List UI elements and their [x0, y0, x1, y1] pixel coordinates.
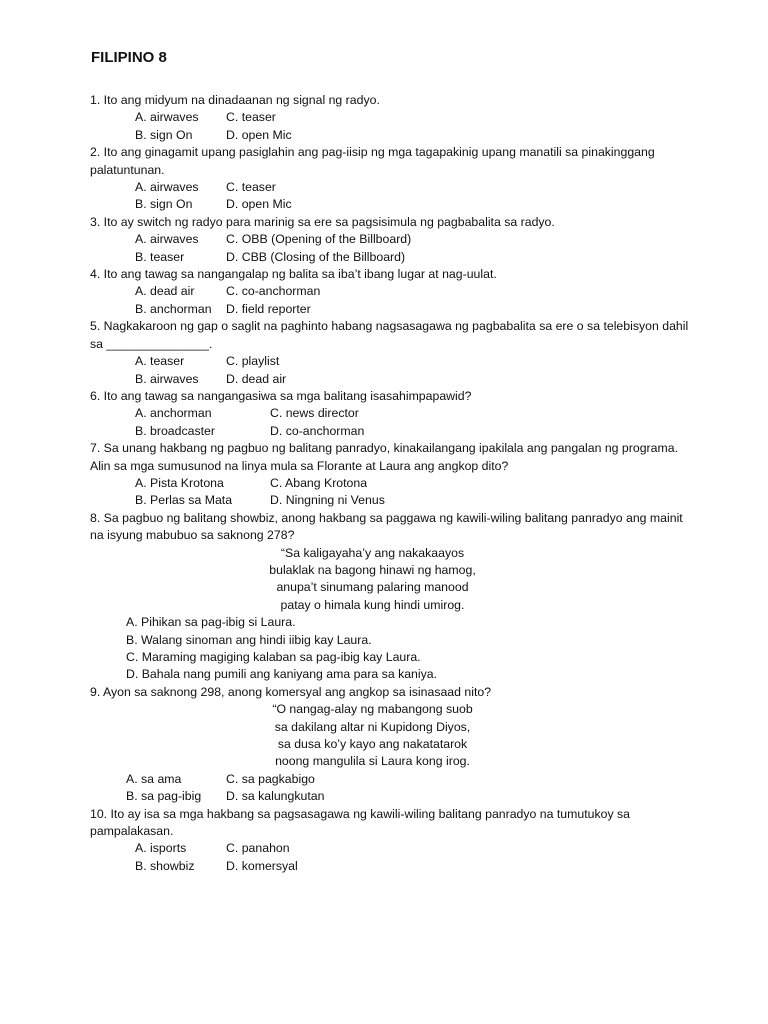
option: A. Pista Krotona [135, 475, 224, 490]
options-row [90, 127, 690, 144]
option: B. sa pag-ibig [126, 789, 202, 804]
options-row [90, 353, 690, 370]
option: A. anchorman [135, 406, 212, 421]
option: B. sign On [135, 197, 193, 212]
page-title: FILIPINO 8 [91, 49, 167, 66]
option: D. komersyal [226, 858, 298, 873]
option: A. airwaves [135, 232, 199, 247]
option: B. sign On [135, 127, 193, 142]
question-4: 4. Ito ang tawag sa nangangalap ng balita sa iba’t ibang lugar at nag-uulat. [90, 267, 497, 282]
question-1: 1. Ito ang midyum na dinadaanan ng signal ng radyo. [90, 93, 380, 107]
options-row [90, 109, 690, 126]
option: C. teaser [226, 110, 276, 125]
question-2: 2. Ito ang ginagamit upang pasiglahin ang pag-iisip ng mga tagapakinig upang manatili sa pinakinggang palatuntunan. [90, 145, 655, 177]
option: B. showbiz [135, 858, 195, 873]
options-row [90, 771, 690, 788]
option: A. isports [135, 841, 187, 856]
option: D. open Mic [226, 127, 292, 142]
option: C. co-anchorman [226, 284, 321, 299]
option: D. open Mic [226, 197, 292, 212]
option: C. Maraming magiging kalaban sa pag-ibig kay Laura. [126, 650, 421, 664]
option: D. dead air [226, 371, 287, 386]
options-row [90, 179, 690, 196]
question-6: 6. Ito ang tawag sa nangangasiwa sa mga balitang isasahimpapawid? [90, 388, 472, 403]
option: D. field reporter [226, 301, 311, 316]
option: A. airwaves [135, 180, 199, 195]
option: A. sa ama [126, 771, 182, 786]
poem-line: bulaklak na bagong hinawi ng hamog, [269, 562, 476, 577]
options-row [90, 231, 690, 248]
question-5: 5. Nagkakaroon ng gap o saglit na paghinto habang nagsasagawa ng pagbabalita sa ere o sa telebisyon dahil sa _______________. [90, 319, 689, 351]
options-row [90, 405, 690, 422]
option: B. airwaves [135, 371, 199, 386]
options-row [90, 492, 690, 509]
option: B. Walang sinoman ang hindi iibig kay Laura. [126, 632, 372, 647]
option: A. Pihikan sa pag-ibig si Laura. [126, 615, 296, 630]
option: D. sa kalungkutan [226, 789, 325, 804]
option: D. Bahala nang pumili ang kaniyang ama para sa kaniya. [126, 667, 438, 682]
option: B. Perlas sa Mata [135, 493, 233, 508]
poem-line: anupa’t sinumang palaring manood [276, 580, 469, 595]
question-10: 10. Ito ay isa sa mga hakbang sa pagsasagawa ng kawili-wiling balitang panradyo na tumutukoy sa pampalakasan. [90, 806, 631, 839]
options-row [90, 788, 690, 805]
poem-line: noong mangulila si Laura kong irog. [275, 754, 470, 769]
option: C. playlist [226, 354, 280, 369]
options-row [90, 249, 690, 266]
options-row [90, 196, 690, 213]
question-8: 8. Sa pagbuo ng balitang showbiz, anong hakbang sa paggawa ng kawili-wiling balitang panradyo ang mainit na isyung mabubuo sa saknong 278? [90, 510, 683, 543]
options-row [90, 423, 690, 440]
option: C. Abang Krotona [270, 475, 368, 490]
question-9: 9. Ayon sa saknong 298, anong komersyal ang angkop sa isinasaad nito? [90, 684, 492, 699]
option: D. co-anchorman [270, 423, 365, 438]
option: A. airwaves [135, 110, 199, 125]
options-row [90, 371, 690, 388]
option: C. OBB (Opening of the Billboard) [226, 232, 412, 247]
quiz-content [90, 92, 690, 875]
poem-line: “O nangag-alay ng mabangong suob [272, 702, 473, 717]
question-7: 7. Sa unang hakbang ng pagbuo ng balitang panradyo, kinakailangang ipakilala ang pangalan ng programa. Alin sa mga sumusunod na linya mula sa Florante at Laura ang angkop dito? [90, 441, 678, 473]
option: B. teaser [135, 249, 185, 264]
poem-line: sa dakilang altar ni Kupidong Diyos, [274, 719, 471, 734]
option: C. teaser [226, 180, 276, 195]
question-3: 3. Ito ay switch ng radyo para marinig sa ere sa pagsisimula ng pagbabalita sa radyo. [90, 214, 555, 229]
option: B. broadcaster [135, 423, 215, 438]
option: D. CBB (Closing of the Billboard) [226, 249, 406, 264]
options-row [90, 301, 690, 318]
option: C. sa pagkabigo [226, 771, 315, 786]
poem-line: patay o himala kung hindi umirog. [280, 597, 465, 612]
option: B. anchorman [135, 301, 212, 316]
options-row [90, 858, 690, 875]
options-row [90, 283, 690, 300]
options-row [90, 475, 690, 492]
option: C. panahon [226, 841, 290, 856]
option: A. dead air [135, 284, 195, 299]
options-row [90, 840, 690, 857]
option: C. news director [270, 406, 359, 421]
option: A. teaser [135, 354, 185, 369]
option: D. Ningning ni Venus [270, 493, 385, 508]
poem-line: “Sa kaligayaha’y ang nakakaayos [280, 545, 465, 560]
poem-line: sa dusa ko’y kayo ang nakatatarok [277, 737, 468, 752]
